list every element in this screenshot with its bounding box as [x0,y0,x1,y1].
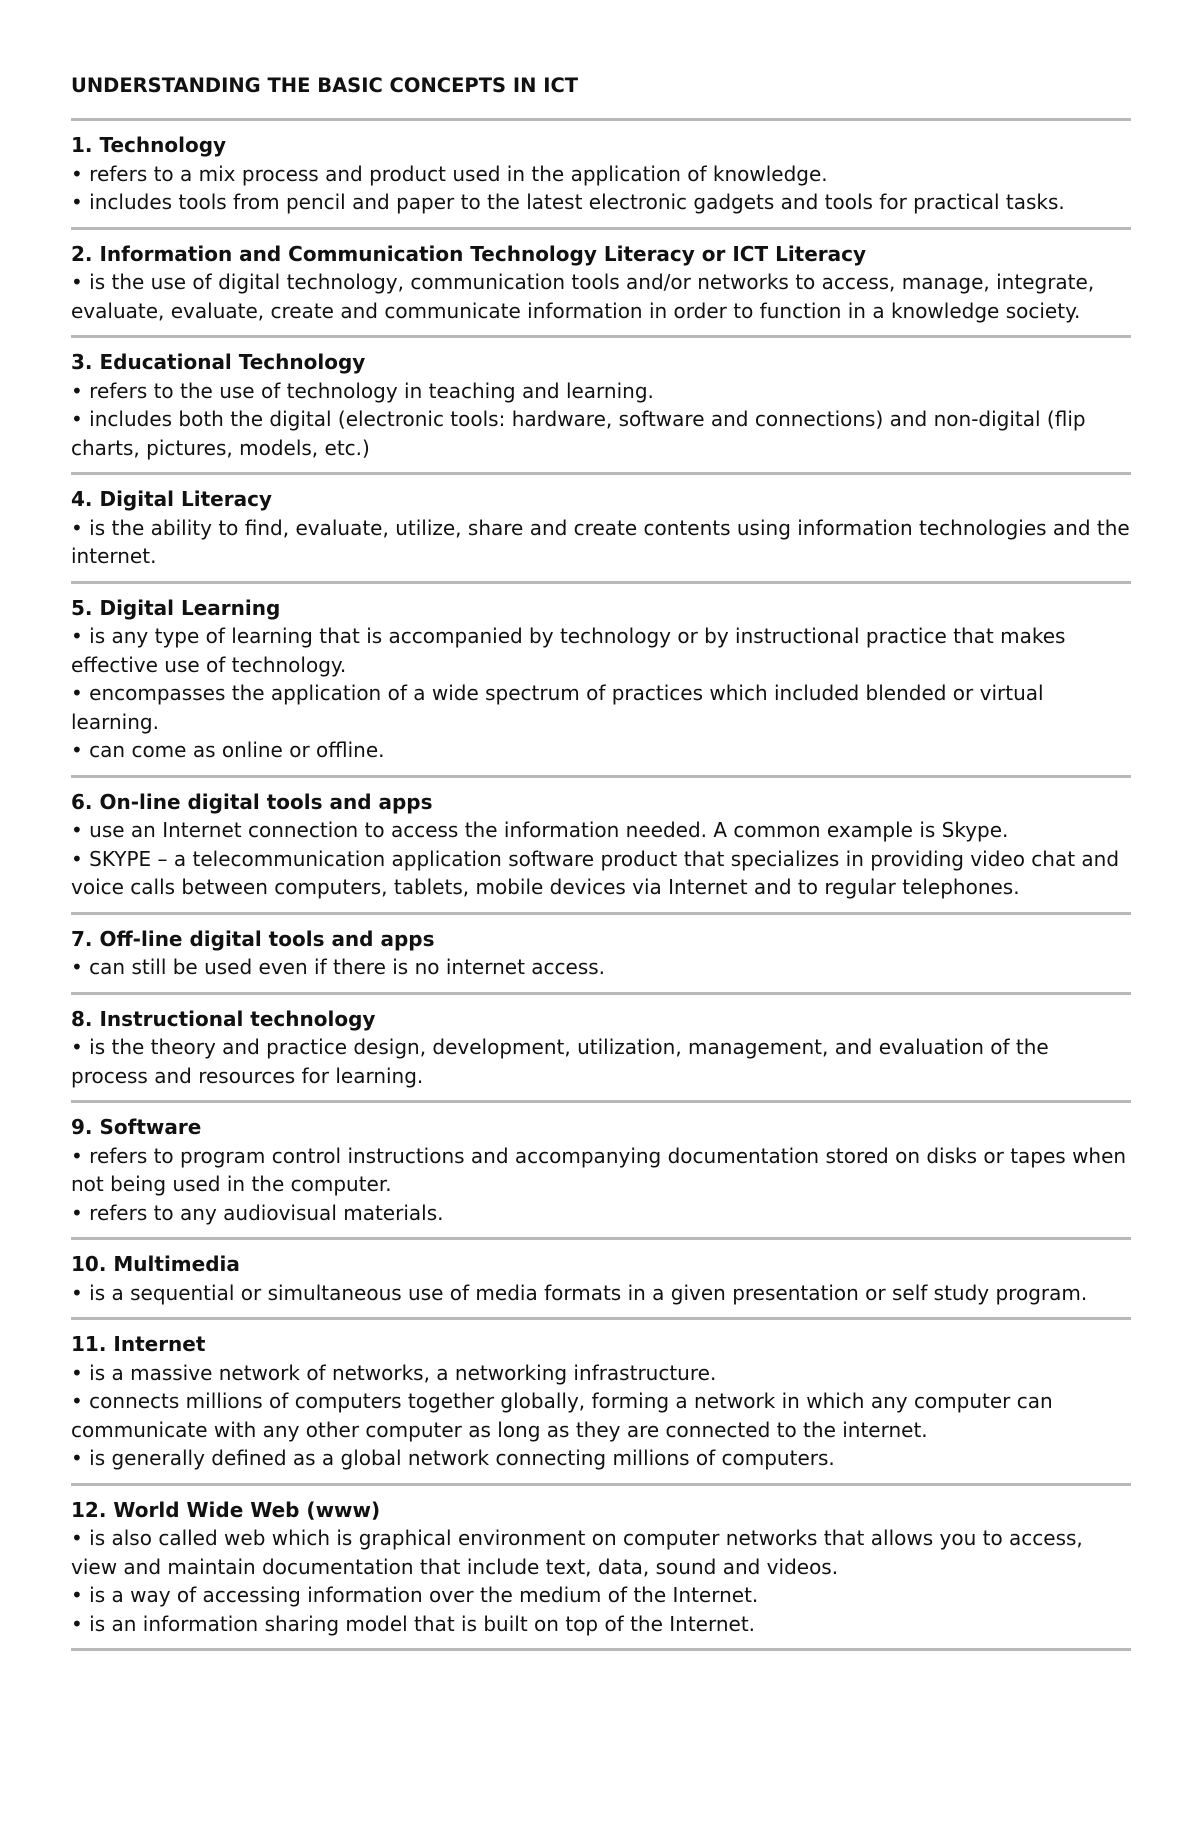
definition-section [71,992,1131,1101]
bullet-text: is the theory and practice design, development, utilization, management, and evaluation of the process and resources for learning. [71,1035,1049,1088]
bullet-icon: • [71,1143,83,1168]
bullet-text: can still be used even if there is no internet access. [89,955,606,979]
bullet-item [71,1444,1131,1473]
document-page [71,72,1131,1651]
bullet-item [71,405,1131,462]
bullet-text: refers to the use of technology in teaching and learning. [89,378,654,403]
definitions-list [71,118,1131,1651]
bullet-icon: • [71,378,83,403]
bullet-icon: • [71,1583,83,1607]
bullet-item [71,816,1131,845]
section-title: 7. Off-line digital tools and apps [71,926,435,951]
definition-section [71,1100,1131,1237]
section-title: 10. Multimedia [71,1252,240,1276]
bullet-text: is the ability to find, evaluate, utilize, share and create contents using information technologies and the internet. [71,515,1130,568]
bullet-list [71,1359,1131,1473]
definition-section [71,775,1131,912]
bullet-list [71,953,1131,982]
bullet-list [71,1033,1131,1090]
bullet-item [71,188,1131,217]
bullet-list [71,514,1131,571]
bullet-icon: • [71,161,83,186]
bullet-text: encompasses the application of a wide spectrum of practices which included blended or virtual learning. [71,681,1044,734]
bullet-text: connects millions of computers together globally, forming a network in which any computer can communicate with any other computer as long as they are connected to the internet. [71,1389,1053,1442]
bullet-list [71,1279,1131,1308]
definition-section [71,1317,1131,1483]
bullet-item [71,1033,1131,1090]
section-title: 8. Instructional technology [71,1006,376,1031]
section-title: 1. Technology [71,133,227,157]
bullet-icon: • [71,1360,83,1385]
bullet-item [71,679,1131,736]
bullet-text: is an information sharing model that is built on top of the Internet. [89,1611,756,1636]
bullet-item [71,1581,1131,1610]
bullet-text: includes both the digital (electronic tools: hardware, software and connections) and non-digital (flip charts, pictures, models, etc.) [71,407,1086,460]
bullet-text: refers to a mix process and product used in the application of knowledge. [89,161,828,186]
bullet-text: refers to any audiovisual materials. [89,1200,444,1225]
bullet-item [71,1387,1131,1444]
bullet-icon: • [71,407,83,431]
bullet-text: is a massive network of networks, a networking infrastructure. [89,1360,717,1385]
bullet-icon: • [71,1280,83,1305]
bullet-item [71,1142,1131,1199]
bullet-icon: • [71,681,83,705]
definition-section [71,227,1131,336]
definition-section [71,912,1131,992]
section-title: 3. Educational Technology [71,350,366,374]
bullet-icon: • [71,846,83,871]
bullet-item [71,1524,1131,1581]
bullet-text: use an Internet connection to access the information needed. A common example is Skype. [89,818,1009,842]
bullet-list [71,816,1131,902]
bullet-list [71,622,1131,765]
bullet-icon: • [71,1526,83,1550]
bullet-list [71,377,1131,463]
section-title: 4. Digital Literacy [71,487,272,511]
bullet-text: is also called web which is graphical environment on computer networks that allows you to access, view and maintain documentation that include text, data, sound and videos. [71,1526,1083,1579]
bullet-item [71,736,1131,765]
bullet-list [71,268,1131,325]
definition-section [71,118,1131,227]
bullet-item [71,953,1131,982]
bullet-text: refers to program control instructions and accompanying documentation stored on disks or tapes when not being used in the computer. [71,1143,1127,1196]
bullet-text: is generally defined as a global network connecting millions of computers. [89,1446,835,1470]
bullet-text: can come as online or offline. [89,738,385,762]
bullet-item [71,160,1131,189]
bullet-text: is a sequential or simultaneous use of media formats in a given presentation or self study program. [89,1280,1088,1305]
section-title: 6. On-line digital tools and apps [71,789,433,814]
bullet-icon: • [71,624,83,648]
bullet-icon: • [71,1035,83,1059]
definition-section [71,472,1131,581]
bullet-item [71,268,1131,325]
bullet-item [71,377,1131,406]
section-title: 11. Internet [71,1332,206,1356]
bullet-list [71,1142,1131,1228]
bullet-icon: • [71,270,83,294]
bullet-item [71,622,1131,679]
definition-section [71,335,1131,472]
bullet-icon: • [71,1446,83,1470]
bullet-text: includes tools from pencil and paper to the latest electronic gadgets and tools for practical tasks. [89,190,1065,214]
bullet-text: is any type of learning that is accompanied by technology or by instructional practice that makes effective use of technology. [71,624,1066,677]
bullet-item [71,1610,1131,1639]
bullet-icon: • [71,738,83,762]
bullet-item [71,1279,1131,1308]
bullet-icon: • [71,1611,83,1636]
definition-section [71,1483,1131,1652]
bullet-text: SKYPE – a telecommunication application software product that specializes in providing video chat and voice calls between computers, tablets, mobile devices via Internet and to regular telephones. [71,846,1120,899]
bullet-item [71,845,1131,902]
document-title: UNDERSTANDING THE BASIC CONCEPTS IN ICT [71,74,579,97]
bullet-item [71,1359,1131,1388]
section-title: 5. Digital Learning [71,595,281,620]
bullet-text: is a way of accessing information over the medium of the Internet. [89,1583,759,1607]
bullet-text: is the use of digital technology, communication tools and/or networks to access, manage, integrate, evaluate, evaluate, create and communicate information in order to function in a knowledge society. [71,270,1095,323]
bullet-icon: • [71,190,83,214]
definition-section [71,1237,1131,1317]
bullet-item [71,1199,1131,1228]
bullet-list [71,160,1131,217]
bullet-icon: • [71,515,83,540]
bullet-icon: • [71,818,83,842]
bullet-icon: • [71,955,83,979]
bullet-item [71,514,1131,571]
bullet-icon: • [71,1200,83,1225]
definition-section [71,581,1131,775]
section-title: 2. Information and Communication Technology Literacy or ICT Literacy [71,241,867,266]
bullet-icon: • [71,1389,83,1413]
section-title: 12. World Wide Web (www) [71,1497,381,1522]
bullet-list [71,1524,1131,1638]
section-title: 9. Software [71,1115,202,1139]
